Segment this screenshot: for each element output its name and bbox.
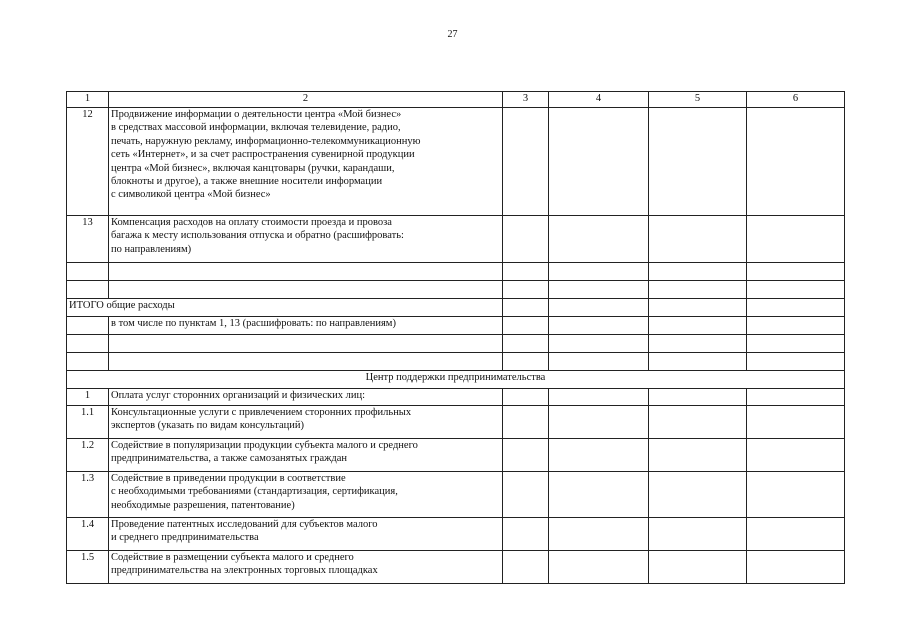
row-number — [67, 263, 109, 281]
header-col-1: 1 — [67, 92, 109, 108]
table-row — [67, 353, 845, 371]
row-number: 1.3 — [67, 472, 109, 518]
section-row — [67, 371, 845, 389]
total-label: ИТОГО общие расходы — [67, 299, 503, 317]
row-description: Оплата услуг сторонних организаций и физических лиц: — [109, 389, 503, 406]
section-title: Центр поддержки предпринимательства — [67, 371, 845, 389]
expenses-table — [66, 91, 845, 584]
table-row — [67, 317, 845, 335]
table-row — [67, 439, 845, 472]
header-col-5: 5 — [649, 92, 747, 108]
row-number: 13 — [67, 216, 109, 263]
row-number: 1.5 — [67, 551, 109, 584]
row-number: 1.2 — [67, 439, 109, 472]
header-col-2: 2 — [109, 92, 503, 108]
row-number: 12 — [67, 108, 109, 216]
row-description: Компенсация расходов на оплату стоимости проезда и провоза багажа к месту использования отпуска и обратно (расшифровать: по направлениям) — [109, 216, 503, 263]
row-description: Содействие в популяризации продукции субъекта малого и среднего предпринимательства, а также самозанятых граждан — [109, 439, 503, 472]
row-description: Содействие в приведении продукции в соответствие с необходимыми требованиями (стандартизация, сертификация, необходимые разрешения, патентование) — [109, 472, 503, 518]
table-row — [67, 518, 845, 551]
row-description — [109, 281, 503, 299]
table-row — [67, 263, 845, 281]
table-row — [67, 335, 845, 353]
table-row — [67, 389, 845, 406]
row-number — [67, 317, 109, 335]
page-number: 27 — [447, 29, 458, 40]
row-number: 1.4 — [67, 518, 109, 551]
table-row — [67, 281, 845, 299]
header-col-3: 3 — [503, 92, 549, 108]
row-description — [109, 263, 503, 281]
table-row — [67, 406, 845, 439]
row-number — [67, 353, 109, 371]
row-number — [67, 281, 109, 299]
table-row — [67, 551, 845, 584]
row-description — [109, 353, 503, 371]
row-number — [67, 335, 109, 353]
table-row — [67, 108, 845, 216]
row-description: Продвижение информации о деятельности центра «Мой бизнес» в средствах массовой информации, включая телевидение, радио, печать, наружную рекламу, информационно-телекоммуникационную сеть «Интернет», и за счет распространения сувенирной продукции центра «Мой бизнес», включая канцтовары (ручки, карандаши, блокноты и другое), а также внешние носители информации с символикой центра «Мой бизнес» — [109, 108, 503, 216]
header-row — [67, 92, 845, 108]
table-row — [67, 472, 845, 518]
total-row — [67, 299, 845, 317]
row-description: Проведение патентных исследований для субъектов малого и среднего предпринимательства — [109, 518, 503, 551]
row-description: в том числе по пунктам 1, 13 (расшифровать: по направлениям) — [109, 317, 503, 335]
table-row — [67, 216, 845, 263]
row-description — [109, 335, 503, 353]
row-number: 1 — [67, 389, 109, 406]
header-col-6: 6 — [747, 92, 845, 108]
row-number: 1.1 — [67, 406, 109, 439]
header-col-4: 4 — [549, 92, 649, 108]
row-description: Консультационные услуги с привлечением сторонних профильных экспертов (указать по видам консультаций) — [109, 406, 503, 439]
row-description: Содействие в размещении субъекта малого и среднего предпринимательства на электронных торговых площадках — [109, 551, 503, 584]
